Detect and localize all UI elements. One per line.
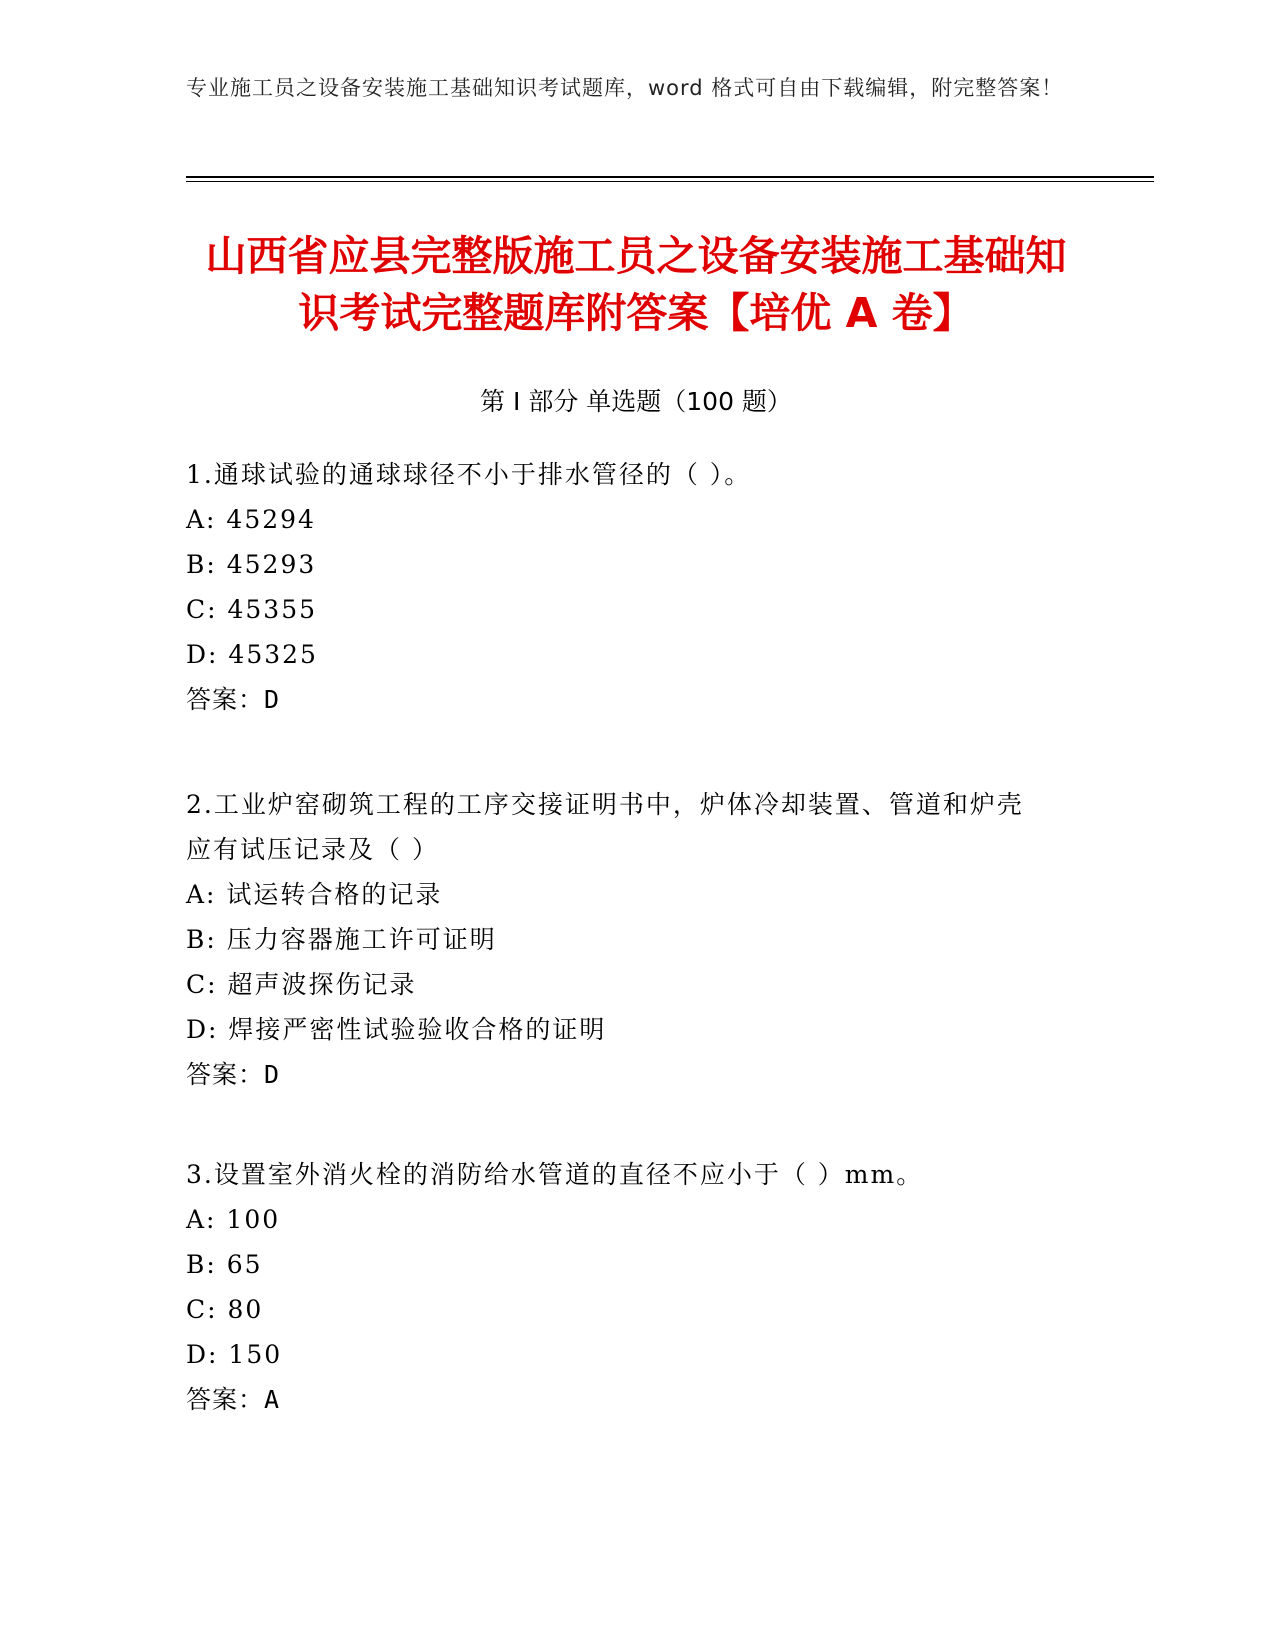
answer-value: D <box>264 1060 281 1089</box>
answer-label: 答案： <box>186 1060 265 1089</box>
option-c: C: 80 <box>186 1295 264 1324</box>
option-d: D: 45325 <box>186 640 318 669</box>
option-b: B: 压力容器施工许可证明 <box>186 925 497 954</box>
option-d: D: 焊接严密性试验验收合格的证明 <box>186 1015 607 1044</box>
question-stem: 3.设置室外消火栓的消防给水管道的直径不应小于（ ）mm。 <box>186 1160 924 1189</box>
question-3 <box>186 1152 1086 1422</box>
header-divider-thin <box>186 181 1154 182</box>
answer-value: D <box>264 685 281 714</box>
option-a: A: 45294 <box>186 505 316 534</box>
document-title: 山西省应县完整版施工员之设备安装施工基础知识考试完整题库附答案【培优 A 卷】 <box>205 232 1067 337</box>
answer-label: 答案： <box>186 685 265 714</box>
question-stem: 2.工业炉窑砌筑工程的工序交接证明书中，炉体冷却装置、管道和炉壳应有试压记录及（ ） <box>186 790 1024 864</box>
option-c: C: 超声波探伤记录 <box>186 970 417 999</box>
option-a: A: 试运转合格的记录 <box>186 880 443 909</box>
header-note: 专业施工员之设备安装施工基础知识考试题库，word 格式可自由下载编辑，附完整答案！ <box>186 76 1064 100</box>
answer-line <box>186 1377 1086 1422</box>
option-b: B: 65 <box>186 1250 263 1279</box>
option-d: D: 150 <box>186 1340 283 1369</box>
answer-value: A <box>264 1385 281 1414</box>
question-2 <box>186 782 1086 1097</box>
header-divider-thick <box>186 176 1154 178</box>
question-stem: 1.通球试验的通球球径不小于排水管径的（ ）。 <box>186 460 752 489</box>
option-b: B: 45293 <box>186 550 317 579</box>
option-a: A: 100 <box>186 1205 281 1234</box>
section-title: 第 I 部分 单选题（100 题） <box>480 387 792 416</box>
answer-line <box>186 677 1086 722</box>
answer-line <box>186 1052 1086 1097</box>
answer-label: 答案： <box>186 1385 265 1414</box>
option-c: C: 45355 <box>186 595 318 624</box>
question-1 <box>186 452 1086 722</box>
